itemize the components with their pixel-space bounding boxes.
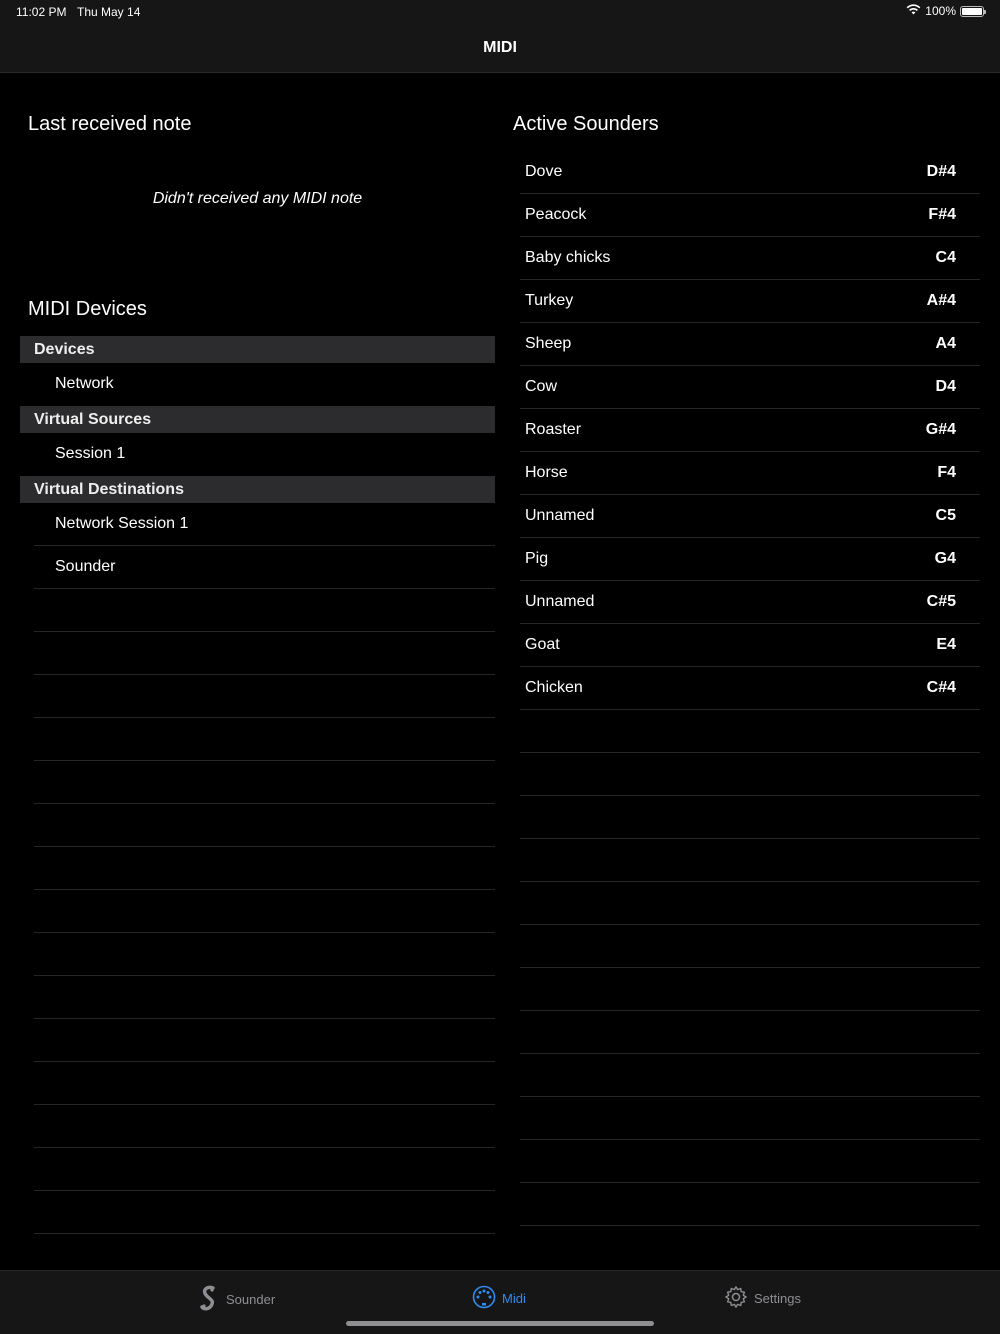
empty-row [34, 761, 495, 804]
device-row-network-session-1[interactable]: Network Session 1 [34, 503, 495, 546]
sounder-row[interactable] [520, 151, 980, 194]
wifi-icon [906, 4, 921, 18]
sounder-note: F#4 [928, 206, 956, 223]
empty-rows [520, 710, 980, 1226]
battery-percent: 100% [925, 4, 956, 18]
sounder-name: Sheep [525, 335, 572, 352]
empty-row [34, 1191, 495, 1234]
sounder-row[interactable] [520, 667, 980, 710]
sounder-row[interactable] [520, 538, 980, 581]
empty-row [34, 1105, 495, 1148]
sounder-note: C5 [935, 507, 956, 524]
sounder-name: Goat [525, 636, 560, 653]
sounder-note: E4 [936, 636, 956, 653]
sounder-row[interactable] [520, 194, 980, 237]
tab-midi[interactable] [472, 1285, 526, 1312]
empty-row [34, 1062, 495, 1105]
empty-row [34, 589, 495, 632]
tab-settings[interactable] [724, 1285, 801, 1312]
sounder-name: Roaster [525, 421, 582, 438]
sounder-row[interactable] [520, 366, 980, 409]
tab-sounder[interactable] [198, 1285, 275, 1314]
midi-connector-icon [472, 1285, 496, 1312]
empty-row [520, 925, 980, 968]
last-note-title: Last received note [28, 113, 192, 135]
sounder-logo-icon [198, 1285, 220, 1314]
empty-row [34, 933, 495, 976]
navigation-bar [0, 24, 1000, 73]
battery-icon [960, 6, 984, 17]
empty-rows [20, 589, 495, 1234]
no-midi-note-message: Didn't received any MIDI note [152, 190, 363, 207]
empty-row [520, 1097, 980, 1140]
device-row-session-1[interactable]: Session 1 [55, 445, 126, 462]
empty-row [520, 839, 980, 882]
midi-devices-title: MIDI Devices [28, 298, 147, 320]
empty-row [520, 753, 980, 796]
sounder-name: Pig [525, 550, 549, 567]
sounder-note: D4 [935, 378, 956, 395]
empty-row [34, 1019, 495, 1062]
sounder-name: Turkey [525, 292, 574, 309]
page-title: MIDI [483, 39, 517, 56]
tab-label: Settings [754, 1291, 801, 1306]
sounder-row[interactable] [520, 495, 980, 538]
status-bar [0, 0, 1000, 24]
empty-row [34, 847, 495, 890]
sounder-name: Dove [525, 163, 563, 180]
empty-row [520, 1054, 980, 1097]
sounder-row[interactable] [520, 581, 980, 624]
empty-row [34, 804, 495, 847]
status-indicators [906, 4, 984, 18]
empty-row [34, 890, 495, 933]
status-time: 11:02 PM [16, 5, 67, 19]
sounder-row[interactable] [520, 409, 980, 452]
empty-row [34, 718, 495, 761]
sounder-row[interactable] [520, 624, 980, 667]
sounder-row[interactable] [520, 323, 980, 366]
empty-row [520, 796, 980, 839]
group-header-devices: Devices [20, 336, 495, 363]
gear-icon [724, 1285, 748, 1312]
midi-devices-list[interactable] [20, 336, 495, 1234]
sounder-note: G#4 [925, 421, 956, 438]
home-indicator[interactable] [346, 1321, 654, 1326]
empty-row [520, 882, 980, 925]
sounder-note: G4 [934, 550, 956, 567]
tab-label: Midi [502, 1291, 526, 1306]
sounder-note: A#4 [926, 292, 956, 309]
sounder-name: Cow [525, 378, 558, 395]
empty-row [34, 632, 495, 675]
group-header-virtual-sources: Virtual Sources [20, 406, 495, 433]
sounder-name: Chicken [525, 679, 583, 696]
active-sounders-list[interactable] [520, 151, 980, 1226]
empty-row [34, 1148, 495, 1191]
empty-row [520, 710, 980, 753]
active-sounders-title: Active Sounders [513, 113, 659, 135]
tab-label: Sounder [226, 1292, 276, 1307]
device-row-network[interactable]: Network [55, 375, 114, 392]
sounder-row[interactable] [520, 452, 980, 495]
sounder-name: Peacock [525, 206, 587, 223]
empty-row [520, 1140, 980, 1183]
empty-row [34, 976, 495, 1019]
empty-row [520, 1011, 980, 1054]
sounder-name: Baby chicks [525, 249, 611, 266]
sounder-name: Horse [525, 464, 568, 481]
group-header-virtual-destinations: Virtual Destinations [20, 476, 495, 503]
sounder-note: D#4 [926, 163, 956, 180]
sounder-row[interactable] [520, 280, 980, 323]
device-row-sounder[interactable]: Sounder [34, 546, 495, 589]
sounder-note: C#5 [926, 593, 956, 610]
empty-row [34, 675, 495, 718]
empty-row [520, 968, 980, 1011]
sounder-note: A4 [935, 335, 956, 352]
empty-row [520, 1183, 980, 1226]
sounder-note: C4 [935, 249, 956, 266]
sounder-name: Unnamed [525, 593, 595, 610]
sounder-note: C#4 [926, 679, 956, 696]
status-date: Thu May 14 [77, 5, 141, 19]
sounder-note: F4 [937, 464, 956, 481]
sounder-row[interactable] [520, 237, 980, 280]
sounder-name: Unnamed [525, 507, 595, 524]
